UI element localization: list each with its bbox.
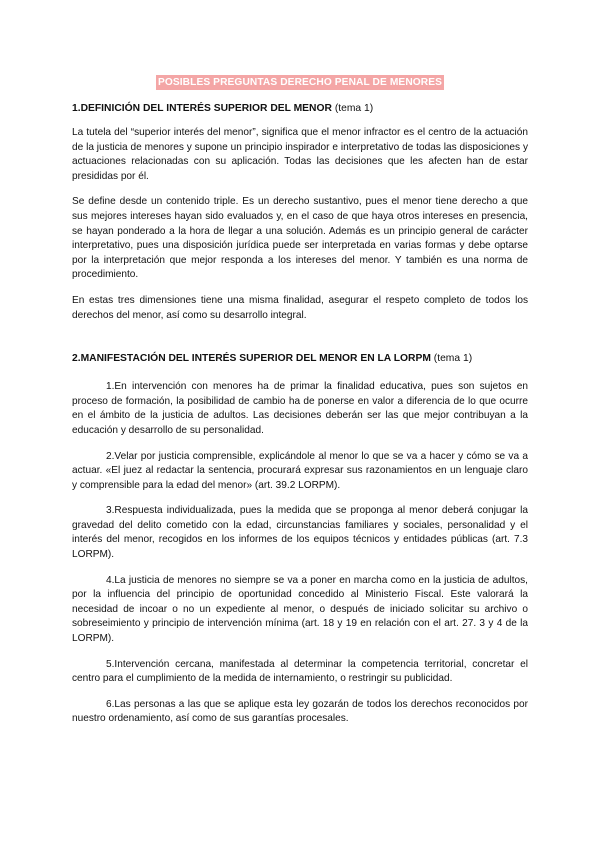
section-2-list-item: 4.La justicia de menores no siempre se va a poner en marcha como en la justicia de adultos, por la influencia del principio de oportunidad concedido al Ministerio Fiscal. Este valorará la necesidad de incoar o no un expediente al menor, o después de iniciado solicitar su archivo o sobreseimiento y principio de intervención mínima (art. 18 y 19 en relación con el art. 27. 3 y 4 de la LORPM). bbox=[72, 574, 528, 645]
section-2-list-item: 2.Velar por justicia comprensible, explicándole al menor lo que se va a hacer y cómo se va a actuar. «El juez al redactar la sentencia, procurará expresar sus razonamientos en un lenguaje claro y comprensible para la edad del menor» (art. 39.2 LORPM). bbox=[72, 450, 528, 491]
document-title: POSIBLES PREGUNTAS DERECHO PENAL DE MENORES bbox=[157, 77, 443, 88]
section-2-heading bbox=[72, 352, 528, 366]
section-2-list-item: 5.Intervención cercana, manifestada al determinar la competencia territorial, concretar el centro para el cumplimiento de la medida de internamiento, o restringir su publicidad. bbox=[72, 658, 528, 685]
section-1-paragraph: La tutela del “superior interés del menor”, significa que el menor infractor es el centro de la actuación de la justicia de menores y supone un principio inspirador e interpretativo de todas las disposiciones y actuaciones relacionadas con su aplicación. Todas las decisiones que les afecten han de estar presididas por él. bbox=[72, 127, 528, 182]
title-container bbox=[72, 72, 528, 90]
section-2-list-item: 6.Las personas a las que se aplique esta ley gozarán de todos los derechos reconocidos por nuestro ordenamiento, así como de sus garantías procesales. bbox=[72, 698, 528, 725]
section-2-list-item: 3.Respuesta individualizada, pues la medida que se proponga al menor deberá conjugar la gravedad del delito cometido con la edad, circunstancias familiares y sociales, personalidad y el interés del menor, recogidos en los informes de los equipos técnicos y entidades públicas (art. 7.3 LORPM). bbox=[72, 505, 528, 561]
section-1-topic-tag: (tema 1) bbox=[334, 103, 374, 114]
section-1-paragraph: En estas tres dimensiones tiene una misma finalidad, asegurar el respeto completo de todos los derechos del menor, así como su desarrollo integral. bbox=[72, 294, 528, 321]
section-2-list-item: 1.En intervención con menores ha de primar la finalidad educativa, pues son sujetos en proceso de formación, la posibilidad de cambio ha de ponerse en valor a diferencia de lo que ocurre en el ámbito de la justicia de adultos. Las decisiones deberán ser las que mejor contribuyan a la educación y desarrollo de su personalidad. bbox=[72, 381, 528, 436]
section-1-paragraph: Se define desde un contenido triple. Es un derecho sustantivo, pues el menor tiene derecho a que sus mejores intereses hayan sido evaluados y, en el caso de que haya otros intereses en presencia, se hayan ponderado a la hora de llegar a una solución. Además es un principio general de carácter interpretativo, pues una disposición jurídica puede ser interpretada en varias formas y debe optarse por la interpretación que mejor responda a los intereses del menor. Y también es una norma de procedimiento. bbox=[72, 196, 528, 281]
section-spacer bbox=[72, 334, 528, 352]
section-1-heading-text: 1.DEFINICIÓN DEL INTERÉS SUPERIOR DEL MENOR bbox=[72, 103, 332, 114]
document-page bbox=[72, 72, 528, 738]
section-1-heading bbox=[72, 102, 528, 116]
section-2-heading-text: 2.MANIFESTACIÓN DEL INTERÉS SUPERIOR DEL MENOR EN LA LORPM bbox=[72, 353, 431, 365]
section-2-topic-tag: (tema 1) bbox=[433, 353, 473, 365]
